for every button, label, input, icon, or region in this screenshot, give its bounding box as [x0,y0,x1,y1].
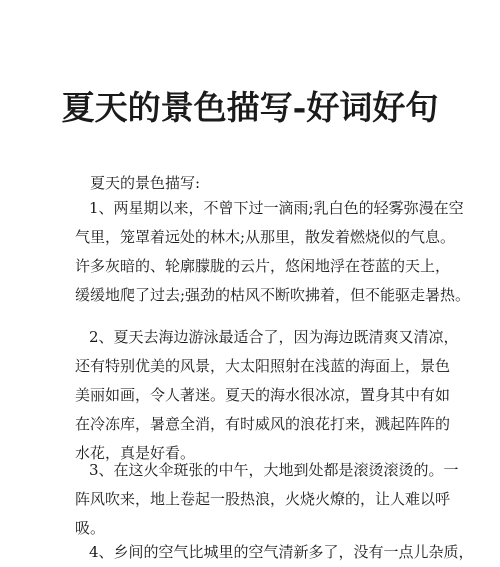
paragraph-1 [75,194,471,310]
paragraph-line: 3、在这火伞斑张的中午，大地到处都是滚烫滚烫的。一 [89,461,459,479]
paragraph-line: 水花，真是好看。 [75,444,196,462]
paragraph-line: 阵风吹来，地上卷起一股热浪，火烧火燎的，让人难以呼 [75,490,451,508]
paragraph-line: 吸。 [75,519,106,537]
paragraph-4 [75,538,474,567]
paragraph-2 [75,323,459,468]
page-title: 夏天的景色描写-好词好句 [61,88,439,127]
section-heading: 夏天的景色描写: [90,174,201,192]
paragraph-line: 4、乡间的空气比城里的空气清新多了，没有一点儿杂质， [89,543,474,561]
paragraph-line: 许多灰暗的、轮廓朦胧的云片，悠闲地浮在苍蓝的天上， [75,257,451,275]
paragraph-line: 还有特别优美的风景，大太阳照射在浅蓝的海面上，景色 [75,357,451,375]
paragraph-line: 美丽如画，令人著迷。夏天的海水很冰凉，置身其中有如 [75,386,451,404]
paragraph-line: 缓缓地爬了过去;强劲的枯风不断吹拂着，但不能驱走暑热。 [75,286,471,304]
paragraph-line: 1、两星期以来，不曾下过一滴雨;乳白色的轻雾弥漫在空 [89,199,464,217]
paragraph-line: 2、夏天去海边游泳最适合了，因为海边既清爽又清凉， [89,328,459,346]
paragraph-3 [75,456,459,543]
paragraph-line: 在冷冻库，暑意全消，有时威风的浪花打来，溅起阵阵的 [75,415,451,433]
paragraph-line: 气里，笼罩着远处的林木;从那里，散发着燃烧似的气息。 [75,228,456,246]
